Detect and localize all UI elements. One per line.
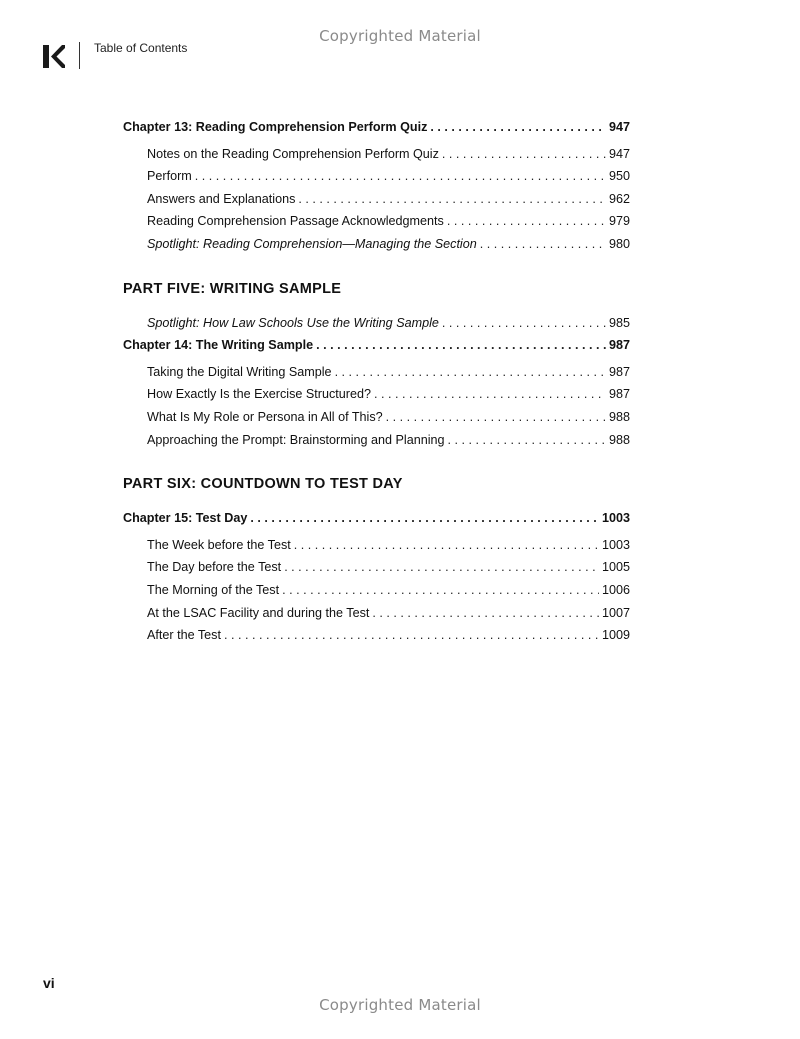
toc-page-number: 947 [608, 120, 630, 134]
dot-leader [442, 143, 606, 166]
toc-entry-title: Taking the Digital Writing Sample [147, 364, 332, 379]
toc-entry-title: Spotlight: Reading Comprehension—Managing the Section [147, 236, 477, 251]
toc-page-number: 1007 [601, 605, 630, 620]
toc-entry[interactable] [123, 602, 630, 625]
kaplan-k-logo-icon [43, 45, 65, 68]
toc-page-number: 988 [608, 432, 630, 447]
toc-entry-title: How Exactly Is the Exercise Structured? [147, 387, 371, 402]
dot-leader [250, 507, 599, 530]
dot-leader [480, 233, 606, 256]
toc-entry[interactable] [123, 165, 630, 188]
toc-entry-title: What Is My Role or Persona in All of This? [147, 409, 383, 424]
toc-page-number: 947 [608, 146, 630, 161]
toc-entry[interactable] [123, 624, 630, 647]
toc-entry-title: Approaching the Prompt: Brainstorming and Planning [147, 432, 445, 447]
toc-entry[interactable] [123, 383, 630, 406]
dot-leader [224, 624, 599, 647]
dot-leader [316, 334, 606, 357]
toc-page-number: 1005 [601, 560, 630, 575]
running-header-title: Table of Contents [94, 41, 188, 55]
toc-page-number: 979 [608, 214, 630, 229]
toc-entry[interactable] [123, 556, 630, 579]
toc-page-number: 987 [608, 364, 630, 379]
toc-entry[interactable] [123, 312, 630, 335]
dot-leader [386, 406, 606, 429]
toc-page-number: 987 [608, 387, 630, 402]
toc-entry[interactable] [123, 233, 630, 256]
watermark-top: Copyrighted Material [319, 27, 481, 45]
toc-page-number: 1003 [601, 537, 630, 552]
toc-entry[interactable] [123, 361, 630, 384]
watermark-bottom: Copyrighted Material [319, 996, 481, 1014]
table-of-contents [123, 116, 630, 647]
toc-page-number: 1003 [601, 511, 630, 526]
toc-entry[interactable] [123, 143, 630, 166]
toc-entry[interactable] [123, 406, 630, 429]
toc-page-number: 962 [608, 191, 630, 206]
toc-entry-title: After the Test [147, 628, 221, 643]
toc-page-number: 980 [608, 236, 630, 251]
dot-leader [448, 429, 606, 452]
toc-entry-title: The Morning of the Test [147, 582, 280, 597]
toc-page-number: 950 [608, 169, 630, 184]
toc-entry-title: Perform [147, 169, 192, 184]
dot-leader [430, 116, 606, 139]
dot-leader [282, 579, 599, 602]
toc-chapter-13[interactable] [123, 116, 630, 139]
toc-page-number: 988 [608, 409, 630, 424]
toc-page-number: 987 [608, 338, 630, 353]
toc-entry[interactable] [123, 579, 630, 602]
toc-chapter-14[interactable] [123, 334, 630, 357]
toc-page-number: 985 [608, 315, 630, 330]
dot-leader [335, 361, 606, 384]
dot-leader [442, 312, 606, 335]
toc-entry[interactable] [123, 188, 630, 211]
toc-entry-title: Answers and Explanations [147, 191, 296, 206]
toc-entry-title: Spotlight: How Law Schools Use the Writing Sample [147, 315, 439, 330]
toc-entry-title: At the LSAC Facility and during the Test [147, 605, 370, 620]
toc-entry[interactable] [123, 429, 630, 452]
toc-entry-title: The Day before the Test [147, 560, 282, 575]
toc-entry-title: The Week before the Test [147, 537, 291, 552]
toc-entry-title: Reading Comprehension Passage Acknowledgments [147, 214, 444, 229]
toc-entry[interactable] [123, 534, 630, 557]
dot-leader [372, 602, 599, 625]
header-divider [79, 42, 80, 69]
toc-chapter-15[interactable] [123, 507, 630, 530]
dot-leader [195, 165, 606, 188]
toc-entry[interactable] [123, 210, 630, 233]
dot-leader [298, 188, 606, 211]
page-folio: vi [43, 975, 55, 991]
toc-page-number: 1006 [601, 582, 630, 597]
toc-chapter-title: Chapter 15: Test Day [123, 511, 248, 526]
dot-leader [447, 210, 606, 233]
toc-chapter-title: Chapter 14: The Writing Sample [123, 338, 314, 353]
toc-entry-title: Notes on the Reading Comprehension Perform Quiz [147, 146, 439, 161]
toc-chapter-title: Chapter 13: Reading Comprehension Perform Quiz [123, 120, 428, 134]
toc-page-number: 1009 [601, 628, 630, 643]
dot-leader [374, 383, 606, 406]
toc-part-five-heading: PART FIVE: WRITING SAMPLE [123, 280, 342, 297]
dot-leader [294, 534, 599, 557]
toc-part-six-heading: PART SIX: COUNTDOWN TO TEST DAY [123, 476, 403, 493]
dot-leader [284, 556, 599, 579]
